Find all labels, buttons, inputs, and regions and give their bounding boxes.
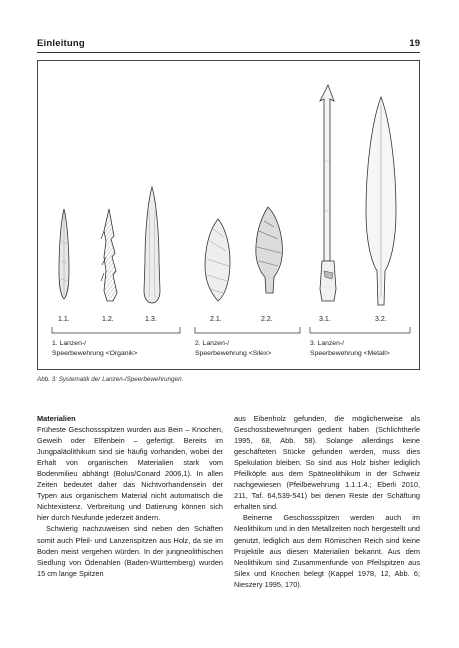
label-1-3: 1.3.	[145, 316, 157, 323]
group-labels	[52, 340, 390, 357]
group-3-line1: 3. Lanzen-/	[310, 340, 345, 347]
figure-labels	[58, 316, 387, 323]
right-paragraph-2: Beinerne Geschossspitzen werden auch im Neolithikum und in den Metallzeiten noch hergestellt und genutzt, lediglich aus dem Römischen Reich sind keine Projektile aus diesen Materialien bekannt. Aus dem Neolithikum sind Zusammenfunde von Pfeilspitzen aus Silex und Knochen belegt (Kappel 1978, 12, Abb. 6; Nieszery 1995, 170).	[234, 513, 420, 589]
group-brackets	[52, 327, 410, 333]
point-1-2-illustration	[101, 209, 117, 301]
group-2-line2: Speerbewehrung <Silex>	[195, 350, 272, 357]
right-column	[234, 413, 420, 590]
group-2-line1: 2. Lanzen-/	[195, 340, 230, 347]
point-1-3-illustration	[144, 187, 160, 303]
point-3-1-illustration	[320, 85, 336, 301]
label-2-1: 2.1.	[210, 316, 222, 323]
label-1-1: 1.1.	[58, 316, 70, 323]
left-paragraph-1: Früheste Geschossspitzen wurden aus Bein – Knochen, Geweih oder Elfenbein – gefertigt. Bereits im Jungpaläolithikum sind sie häufig vorhanden, wobei der Erhalt von organischen Materialien stark vom Bodenmilieu abhängt (Bolus/Conard 2006,1). In allen Zeiten bedeutet daher das Nichtvorhandensein der Typen aus organischem Material nicht automatisch die Nichtexistenz. Verbreitung und Datierung können sich hier durch Neufunde jederzeit ändern.	[37, 425, 223, 523]
figure-caption: Abb. 3: Systematik der Lanzen-/Speerbewehrungen.	[37, 376, 184, 383]
point-2-1-illustration	[205, 219, 230, 301]
left-paragraph-2: Schwierig nachzuweisen sind neben den Schäften somit auch Pfeil- und Lanzenspitzen aus Holz, da sie im Boden meist vergehen würden. In der jungneolithischen Siedlung von Ödenahlen (Baden-Württemberg) wurden 15 cm lange Spitzen	[37, 524, 223, 578]
point-2-2-illustration	[256, 207, 283, 293]
label-3-1: 3.1.	[319, 316, 331, 323]
right-paragraph-1: aus Eibenholz gefunden, die möglicherweise als Geschossbewehrungen gedient haben (Schlichtherle 1995, 68, Abb. 58). Solange allerdings keine geschäfteten Stücke gefunden werden, muss dies Spekulation bleiben. So sind aus Holz bisher lediglich Pfeilköpfe aus dem Spätneolithikum in der Schweiz nachgewiesen (Pfeilbewehrung 1.1.1.4.; Eberli 2010, 211, Taf. 64,539-541) bei denen Reste der Schäftung erhalten sind.	[234, 414, 420, 512]
left-column	[37, 413, 223, 579]
label-2-2: 2.2.	[261, 316, 273, 323]
figure	[37, 60, 420, 370]
point-1-1-illustration	[59, 209, 69, 299]
section-heading: Materialien	[37, 414, 76, 423]
page-number: 19	[409, 38, 420, 49]
label-1-2: 1.2.	[102, 316, 114, 323]
group-3-line2: Speerbewehrung <Metall>	[310, 350, 390, 357]
section-title: Einleitung	[37, 38, 85, 49]
header-rule	[37, 52, 420, 53]
point-3-2-illustration	[366, 97, 396, 305]
label-3-2: 3.2.	[375, 316, 387, 323]
running-header	[37, 38, 420, 52]
group-1-line2: Speerbewehrung <Organik>	[52, 350, 138, 357]
group-1-line1: 1. Lanzen-/	[52, 340, 87, 347]
figure-illustration	[38, 61, 421, 371]
